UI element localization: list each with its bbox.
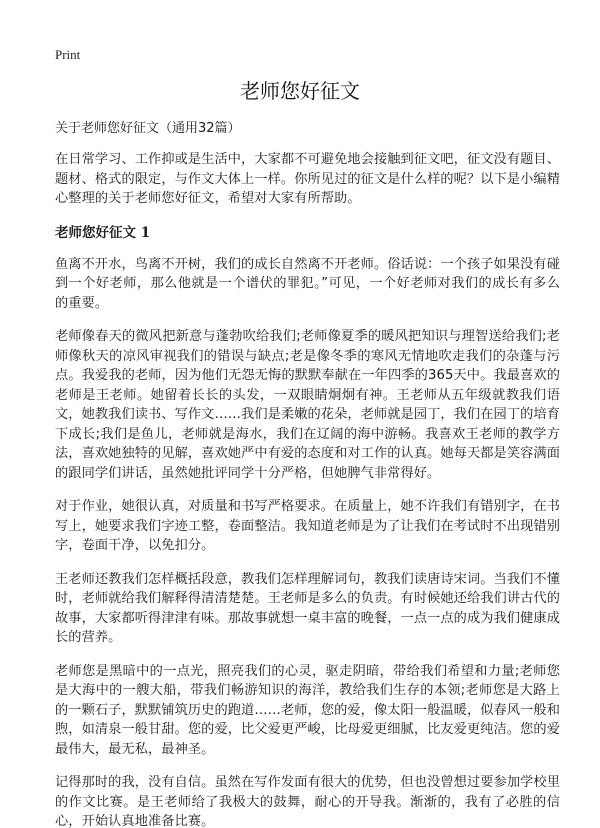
document-subtitle: 关于老师您好征文（通用32篇） bbox=[55, 121, 241, 136]
section-heading: 老师您好征文 1 bbox=[55, 224, 151, 241]
body-paragraph-6: 记得那时的我，没有自信。虽然在写作发面有很大的优势，但也没曾想过要参加学校里的作文比赛。是王老师给了我极大的鼓舞，耐心的开导我。渐渐的，我有了必胜的信心，开始认真地准备比赛。 bbox=[55, 775, 560, 828]
body-paragraph-1: 鱼离不开水，鸟离不开树，我们的成长自然离不开老师。俗话说：一个孩子如果没有碰到一个好老师，那么他就是一个谱伏的罪犯。”可见，一个好老师对我们的成长有多么的重要。 bbox=[55, 256, 560, 311]
body-paragraph-2: 老师像春天的微风把新意与蓬勃吹给我们;老师像夏季的暖风把知识与理智送给我们;老师像秋天的凉风审视我们的错误与缺点;老是像冬季的寒风无情地吹走我们的杂蓬与污点。我爱我的老师，因为他们无怨无悔的默默奉献在一年四季的365天中。我最喜欢的老师是王老师。她留着长长的头发，一双眼睛炯炯有神。王老师从五年级就教我们语文，她教我们读书、写作文……我们是柔嫩的花朵，老师就是园丁，我们在园丁的培育下成长;我们是鱼儿，老师就是海水，我们在辽阔的海中游畅。我喜欢王老师的教学方法，喜欢她独特的见解，喜欢她严中有爱的态度和对工作的认真。她每天都是笑容满面的跟同学们讲话，虽然她批评同学十分严格，但她脾气非常得好。 bbox=[55, 329, 560, 481]
print-link[interactable]: Print bbox=[55, 47, 81, 62]
page-title: 老师您好征文 bbox=[240, 79, 360, 103]
article-body bbox=[55, 150, 560, 828]
body-paragraph-4: 王老师还教我们怎样概括段意，教我们怎样理解词句，教我们读唐诗宋词。当我们不懂时，老师就给我们解释得清清楚楚。王老师是多么的负责。有时候她还给我们讲古代的 故事，大家都听得津津有味。那故事就想一桌丰富的晚餐，一点一点的成为我们健康成长的营养。 bbox=[55, 571, 560, 645]
body-paragraph-3: 对于作业，她很认真，对质量和书写严格要求。在质量上，她不许我们有错别字，在书写上，她要求我们字迹工整，卷面整洁。我知道老师是为了让我们在考试时不出现错别字，卷面干净，以免扣分。 bbox=[55, 499, 560, 553]
intro-paragraph: 在日常学习、工作抑或是生活中，大家都不可避免地会接触到征文吧，征文没有题目、题材、格式的限定，与作文大体上一样。你所见过的征文是什么样的呢？以下是小编精心整理的关于老师您好征文，希望对大家有所帮助。 bbox=[55, 152, 560, 206]
body-paragraph-5: 老师您是黑暗中的一点光，照亮我们的心灵，驱走阴暗，带给我们希望和力量;老师您是大海中的一艘大船，带我们畅游知识的海洋，教给我们生存的本领;老师您是大路上的一颗石子，默默铺筑历史的跑道……老师，您的爱，像太阳一般温暖，似春风一般和煦，如清泉一般甘甜。您的爱，比父爱更严峻，比母爱更细腻，比友爱更纯洁。您的爱最伟大，最无私，最神圣。 bbox=[55, 663, 560, 757]
